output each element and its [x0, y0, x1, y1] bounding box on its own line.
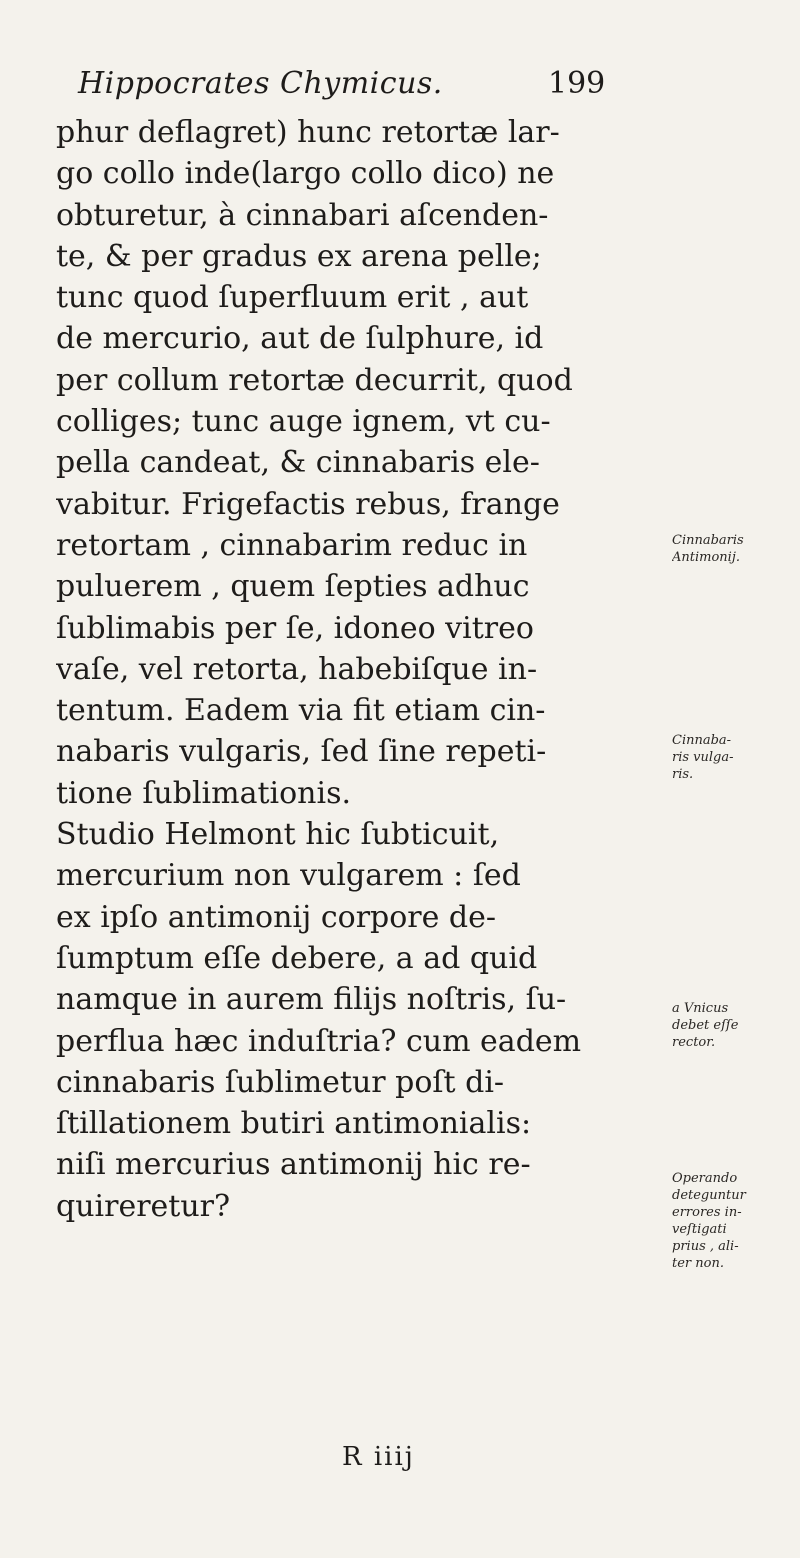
marginal-note-line: Cinnabaris: [672, 533, 744, 548]
text-line: tentum. Eadem via fit etiam cin-: [56, 693, 546, 729]
marginal-note-line: prius , ali-: [672, 1239, 739, 1254]
text-line: ſumptum eſſe debere, a ad quid: [56, 940, 538, 976]
marginal-note-line: veſtigati: [672, 1222, 727, 1237]
text-line: colliges; tunc auge ignem, vt cu-: [56, 404, 551, 440]
marginal-note-operando: [672, 1170, 796, 1272]
text-line: obturetur, à cinnabari aſcenden-: [56, 197, 549, 233]
text-line: ſublimabis per ſe, idoneo vitreo: [56, 610, 534, 646]
marginal-note-cinnabaris-antimonij: [672, 532, 796, 566]
marginal-note-line: ter non.: [672, 1256, 724, 1271]
signature-mark: R iiij: [342, 1442, 415, 1472]
marginal-note-line: ris.: [672, 767, 694, 782]
text-line: namque in aurem filijs noſtris, ſu-: [56, 982, 567, 1018]
marginal-note-line: rector.: [672, 1035, 716, 1050]
text-line: retortam , cinnabarim reduc in: [56, 527, 528, 563]
text-line: per collum retortæ decurrit, quod: [56, 362, 573, 398]
marginal-note-line: errores in-: [672, 1205, 742, 1220]
marginal-note-line: debet eſſe: [672, 1018, 739, 1033]
marginal-note-unicus-rector: [672, 1000, 796, 1051]
marginal-note-line: ris vulga-: [672, 750, 734, 765]
text-line: pella candeat, & cinnabaris ele-: [56, 445, 540, 481]
marginal-note-line: Operando: [672, 1171, 738, 1186]
text-line: quireretur?: [56, 1188, 231, 1224]
text-line: ſtillationem butiri antimonialis:: [56, 1106, 532, 1142]
text-line: go collo inde(largo collo dico) ne: [56, 156, 555, 192]
text-line: tione ſublimationis.: [56, 775, 352, 811]
page-header: [78, 66, 638, 112]
text-line: tunc quod ſuperfluum erit , aut: [56, 280, 529, 316]
text-line: de mercurio, aut de ſulphure, id: [56, 321, 544, 357]
text-line: vaſe, vel retorta, habebiſque in-: [56, 651, 538, 687]
text-line: cinnabaris ſublimetur poſt di-: [56, 1064, 505, 1100]
page-number: 199: [548, 66, 606, 101]
text-line: vabitur. Frigefactis rebus, frange: [56, 486, 560, 522]
text-line: puluerem , quem ſepties adhuc: [56, 569, 530, 605]
marginal-note-line: deteguntur: [672, 1188, 746, 1203]
running-title: Hippocrates Chymicus.: [78, 66, 443, 101]
marginal-note-line: a Vnicus: [672, 1001, 729, 1016]
text-line: ex ipſo antimonij corpore de-: [56, 899, 497, 935]
marginal-note-line: Antimonij.: [672, 550, 740, 565]
text-line: te, & per gradus ex arena pelle;: [56, 238, 542, 274]
marginal-note-line: Cinnaba-: [672, 733, 732, 748]
text-line: mercurium non vulgarem : ſed: [56, 858, 521, 894]
text-line: nabaris vulgaris, ſed ſine repeti-: [56, 734, 547, 770]
text-line: perflua hæc induſtria? cum eadem: [56, 1023, 582, 1059]
text-line: niſi mercurius antimonij hic re-: [56, 1147, 531, 1183]
main-text-block: [56, 112, 646, 1227]
text-line: phur deflagret) hunc retortæ lar-: [56, 115, 560, 150]
marginal-note-cinnabaris-vulgaris: [672, 732, 796, 783]
text-line: Studio Helmont hic ſubticuit,: [56, 817, 500, 853]
